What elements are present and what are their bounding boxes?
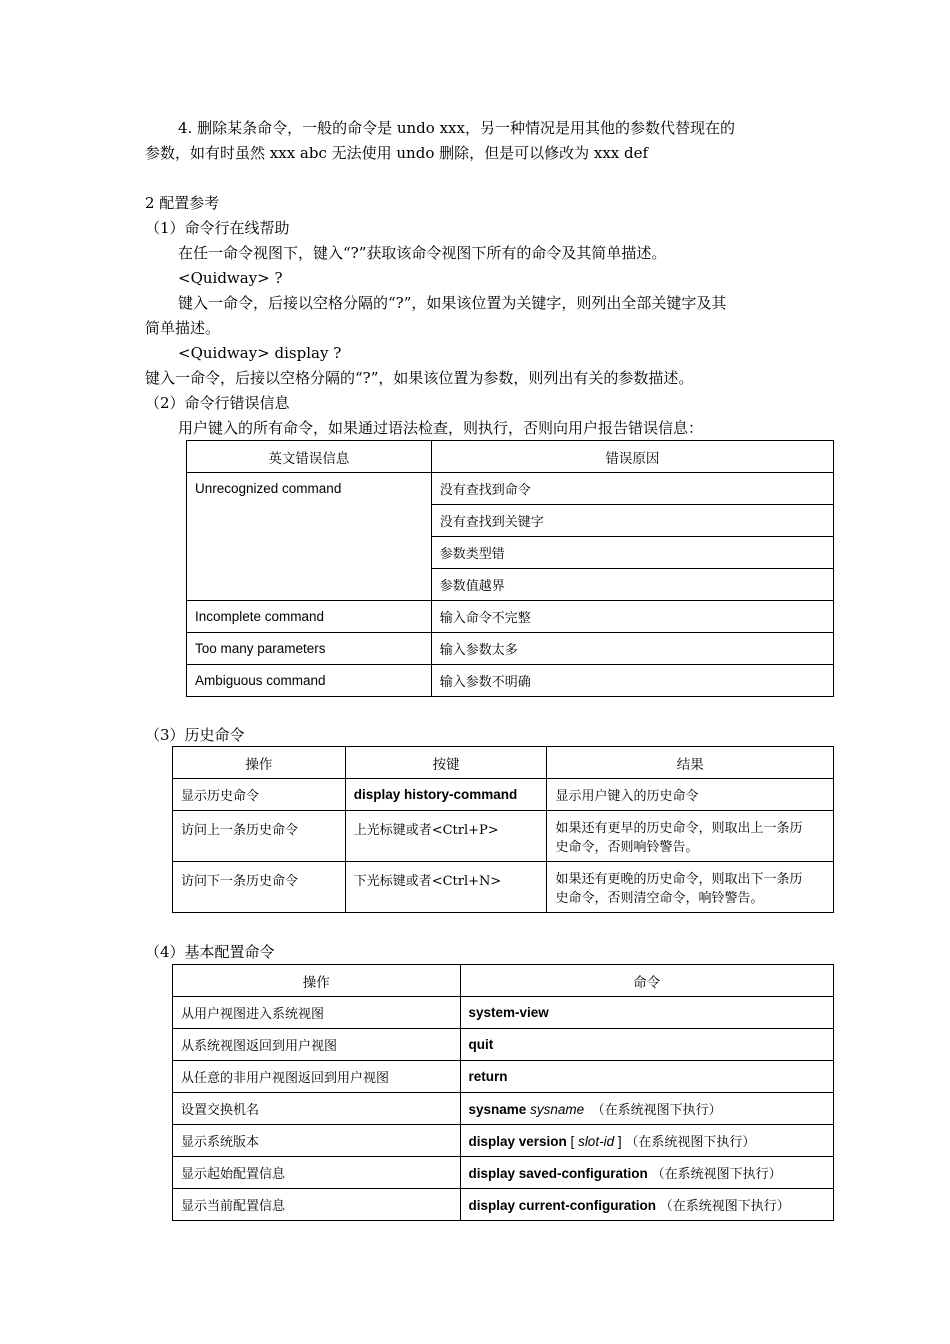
history-key — [345, 779, 547, 811]
command-note: （在系统视图下执行） — [625, 1135, 756, 1150]
history-header-result: 结果 — [547, 747, 834, 779]
basic-operation: 从用户视图进入系统视图 — [173, 997, 461, 1029]
history-result — [547, 811, 834, 862]
section-title: 2 配置参考 — [145, 194, 220, 212]
table-row — [187, 601, 834, 633]
history-result: 显示用户键入的历史命令 — [547, 779, 834, 811]
command-keyword: return — [468, 1069, 508, 1084]
history-operation: 显示历史命令 — [173, 779, 346, 811]
command-keyword: quit — [468, 1037, 494, 1052]
table-row — [173, 1093, 834, 1125]
help-command-1: <Quidway> ? — [178, 269, 283, 287]
history-table — [172, 746, 834, 913]
basic-operation: 设置交换机名 — [173, 1093, 461, 1125]
basic-command — [460, 1157, 834, 1189]
help-command-2: <Quidway> display ? — [178, 344, 342, 362]
error-message: Too many parameters — [187, 633, 432, 665]
error-reason: 输入参数不明确 — [431, 665, 833, 697]
command-argument: slot-id — [578, 1134, 615, 1149]
help-paragraph-2-line-2: 简单描述。 — [145, 319, 221, 337]
command-note: （在系统视图下执行） — [651, 1167, 782, 1182]
help-paragraph-3: 键入一命令，后接以空格分隔的“?”，如果该位置为参数，则列出有关的参数描述。 — [145, 369, 694, 387]
basic-operation: 显示系统版本 — [173, 1125, 461, 1157]
error-table-header-reason: 错误原因 — [431, 441, 833, 473]
command-note: （在系统视图下执行） — [659, 1199, 790, 1214]
table-row — [173, 997, 834, 1029]
table-row — [187, 665, 834, 697]
command-keyword: display saved-configuration — [468, 1166, 648, 1181]
basic-header-operation: 操作 — [173, 965, 461, 997]
command-keyword: display version — [468, 1134, 567, 1149]
basic-command — [460, 1061, 834, 1093]
error-reason: 输入参数太多 — [431, 633, 833, 665]
basic-command — [460, 1029, 834, 1061]
error-reason: 没有查找到关键字 — [431, 505, 833, 537]
command-argument: sysname — [530, 1102, 585, 1117]
basic-operation: 显示起始配置信息 — [173, 1157, 461, 1189]
history-result-line-2: 史命令，否则响铃警告。 — [555, 840, 699, 855]
error-message: Incomplete command — [187, 601, 432, 633]
history-header-key: 按键 — [345, 747, 547, 779]
history-operation: 访问下一条历史命令 — [173, 862, 346, 913]
error-message: Ambiguous command — [187, 665, 432, 697]
help-paragraph-1: 在任一命令视图下，键入“?”获取该命令视图下所有的命令及其简单描述。 — [178, 244, 667, 262]
error-intro: 用户键入的所有命令，如果通过语法检查，则执行，否则向用户报告错误信息： — [178, 419, 704, 437]
basic-operation: 从系统视图返回到用户视图 — [173, 1029, 461, 1061]
help-heading: （1）命令行在线帮助 — [145, 219, 290, 237]
error-reason: 参数值越界 — [431, 569, 833, 601]
error-table-header-message: 英文错误信息 — [187, 441, 432, 473]
basic-heading: （4）基本配置命令 — [145, 943, 275, 961]
history-result — [547, 862, 834, 913]
table-row — [173, 811, 834, 862]
command-note: （在系统视图下执行） — [591, 1103, 722, 1118]
error-message-unrecognized: Unrecognized command — [187, 473, 432, 601]
table-row — [173, 1157, 834, 1189]
history-header-operation: 操作 — [173, 747, 346, 779]
history-key: 上光标键或者<Ctrl+P> — [345, 811, 547, 862]
error-reason: 输入命令不完整 — [431, 601, 833, 633]
history-result-line-1: 如果还有更早的历史命令，则取出上一条历 — [555, 821, 803, 836]
history-key-command: display history-command — [353, 787, 518, 802]
basic-operation: 显示当前配置信息 — [173, 1189, 461, 1221]
paragraph-4-line-1: 4. 删除某条命令，一般的命令是 undo xxx，另一种情况是用其他的参数代替现在的 — [178, 119, 735, 137]
error-heading: （2）命令行错误信息 — [145, 394, 290, 412]
table-row — [173, 1029, 834, 1061]
basic-command — [460, 1093, 834, 1125]
error-table — [186, 440, 834, 697]
table-row — [173, 862, 834, 913]
table-row — [187, 633, 834, 665]
command-keyword: sysname — [468, 1102, 527, 1117]
command-keyword: system-view — [468, 1005, 549, 1020]
basic-command — [460, 1189, 834, 1221]
history-operation: 访问上一条历史命令 — [173, 811, 346, 862]
error-reason: 参数类型错 — [431, 537, 833, 569]
table-row — [173, 1061, 834, 1093]
history-heading: （3）历史命令 — [145, 726, 245, 744]
history-key: 下光标键或者<Ctrl+N> — [345, 862, 547, 913]
basic-operation: 从任意的非用户视图返回到用户视图 — [173, 1061, 461, 1093]
history-result-line-2: 史命令，否则清空命令，响铃警告。 — [555, 891, 764, 906]
basic-config-table — [172, 964, 834, 1221]
table-row — [173, 779, 834, 811]
paragraph-4-line-2: 参数，如有时虽然 xxx abc 无法使用 undo 删除，但是可以修改为 xxx def — [145, 144, 649, 162]
table-row — [173, 1189, 834, 1221]
table-row — [173, 1125, 834, 1157]
basic-header-command: 命令 — [460, 965, 834, 997]
history-result-line-1: 如果还有更晚的历史命令，则取出下一条历 — [555, 872, 803, 887]
error-reason: 没有查找到命令 — [431, 473, 833, 505]
command-keyword: display current-configuration — [468, 1198, 657, 1213]
help-paragraph-2-line-1: 键入一命令，后接以空格分隔的“?”，如果该位置为关键字，则列出全部关键字及其 — [178, 294, 727, 312]
basic-command: display version [ slot-id ] （在系统视图下执行） — [460, 1125, 834, 1157]
basic-command — [460, 997, 834, 1029]
